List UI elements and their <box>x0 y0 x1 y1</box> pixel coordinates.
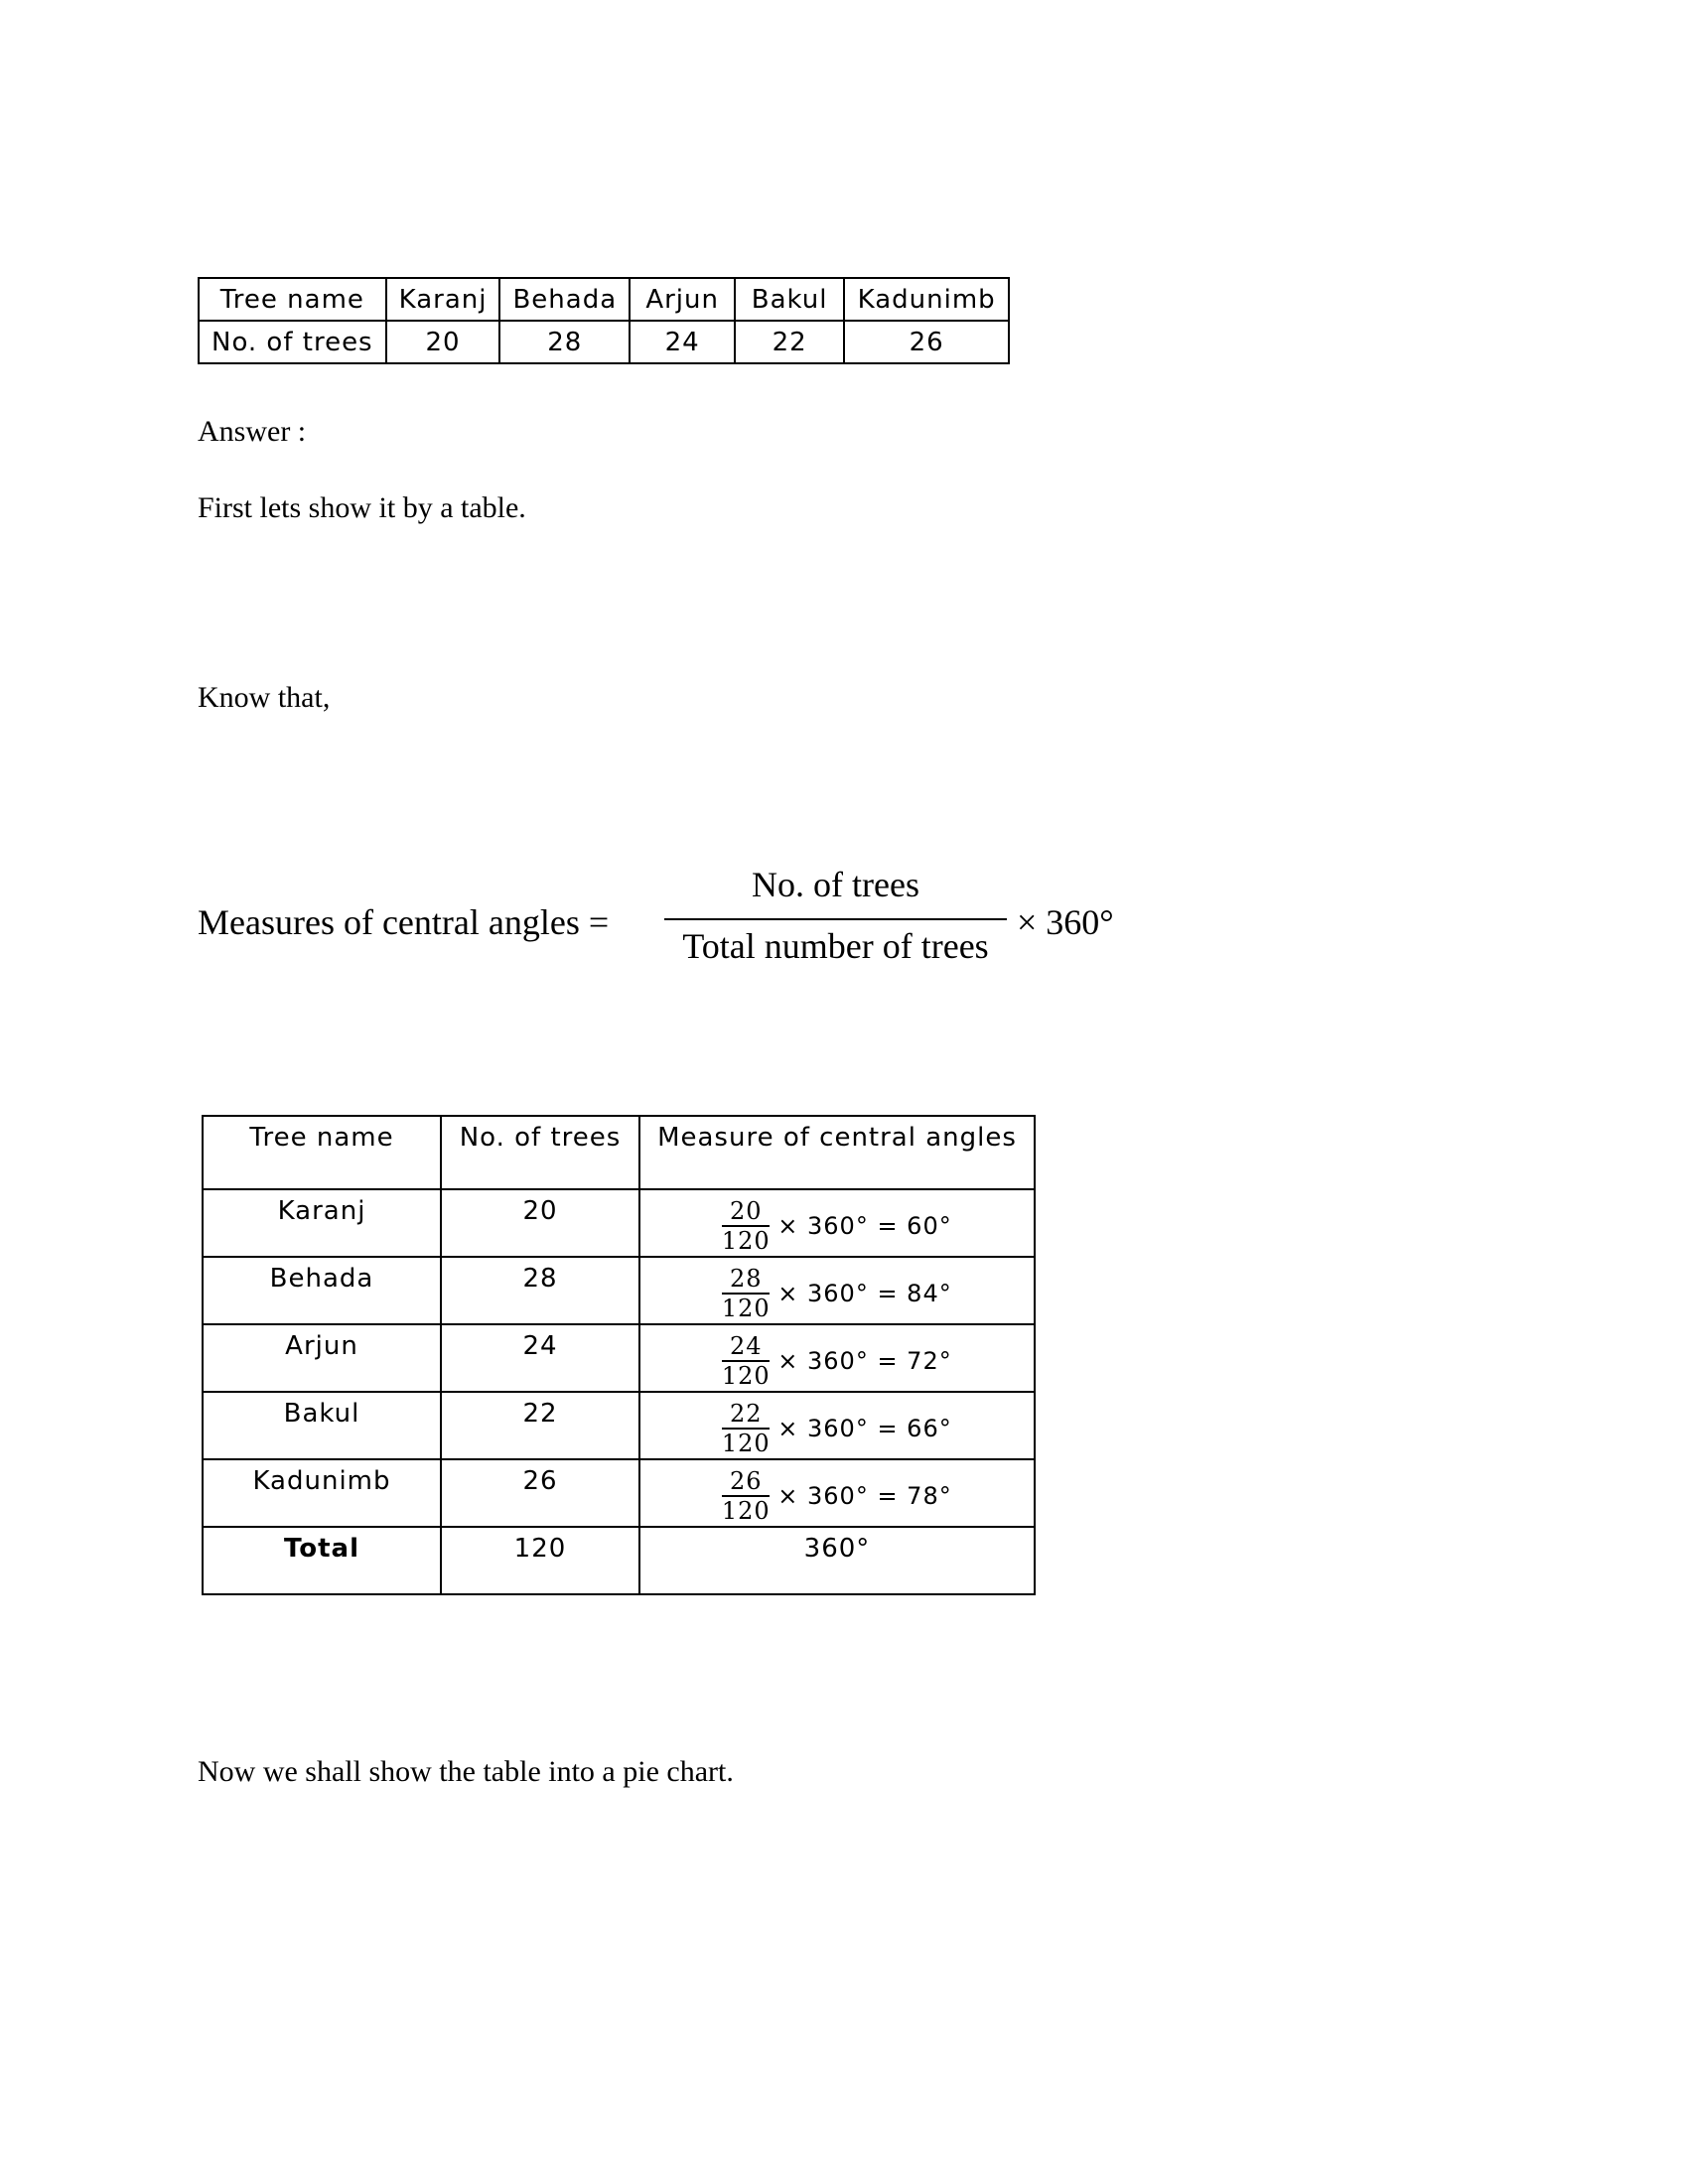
table-row <box>203 1116 1035 1189</box>
angle-calculation <box>722 1265 951 1322</box>
table-row <box>203 1189 1035 1257</box>
table-cell: 360° <box>639 1527 1035 1594</box>
table-cell: 20 <box>441 1189 639 1257</box>
table-row <box>203 1324 1035 1392</box>
fraction-denominator: 120 <box>721 1362 771 1390</box>
fraction-numerator: 20 <box>729 1197 763 1225</box>
table-cell: Kadunimb <box>203 1459 441 1527</box>
angle-result: × 360° = 66° <box>777 1415 952 1442</box>
table-row-total <box>203 1527 1035 1594</box>
angle-fraction <box>722 1265 770 1322</box>
angle-calculation <box>722 1467 951 1525</box>
table-row <box>203 1459 1035 1527</box>
table-cell: 22 <box>441 1392 639 1459</box>
formula-numerator: No. of trees <box>752 865 919 904</box>
table-cell <box>639 1392 1035 1459</box>
table-row <box>203 1392 1035 1459</box>
fraction-denominator: 120 <box>721 1295 771 1322</box>
table-cell: Behada <box>203 1257 441 1324</box>
angle-fraction <box>722 1332 770 1390</box>
table-cell: 28 <box>499 321 630 363</box>
fraction-numerator: 26 <box>729 1467 763 1495</box>
table-cell: Karanj <box>386 278 500 321</box>
table-cell <box>639 1459 1035 1527</box>
table-cell: Karanj <box>203 1189 441 1257</box>
table-cell: Bakul <box>735 278 844 321</box>
table-cell: Kadunimb <box>844 278 1009 321</box>
table-cell: 22 <box>735 321 844 363</box>
angle-result: × 360° = 78° <box>777 1482 952 1510</box>
table-cell: 28 <box>441 1257 639 1324</box>
table-header-cell: No. of trees <box>441 1116 639 1189</box>
table-cell: 26 <box>844 321 1009 363</box>
table-cell <box>639 1324 1035 1392</box>
fraction-denominator: 120 <box>721 1430 771 1457</box>
table-cell: 26 <box>441 1459 639 1527</box>
table-cell <box>639 1189 1035 1257</box>
angle-calculation <box>722 1332 951 1390</box>
table-cell: Arjun <box>630 278 735 321</box>
table-row <box>199 278 1009 321</box>
fraction-numerator: 28 <box>729 1265 763 1293</box>
formula-rhs: × 360° <box>1017 902 1114 942</box>
paragraph-table-intro: First lets show it by a table. <box>198 491 526 524</box>
table-cell: Bakul <box>203 1392 441 1459</box>
formula-denominator: Total number of trees <box>682 926 989 966</box>
table-cell: 24 <box>441 1324 639 1392</box>
angle-fraction <box>722 1467 770 1525</box>
angle-result: × 360° = 60° <box>777 1212 952 1240</box>
central-angle-formula <box>198 864 1151 973</box>
angle-fraction <box>722 1400 770 1457</box>
table-header-cell: Tree name <box>203 1116 441 1189</box>
table-cell: Behada <box>499 278 630 321</box>
table-row <box>203 1257 1035 1324</box>
angle-fraction <box>722 1197 770 1255</box>
angle-result: × 360° = 84° <box>777 1280 952 1307</box>
fraction-denominator: 120 <box>721 1497 771 1525</box>
paragraph-pie-chart: Now we shall show the table into a pie chart. <box>198 1755 734 1788</box>
tree-count-table <box>198 277 1010 364</box>
table-header-cell: No. of trees <box>199 321 386 363</box>
table-row <box>199 321 1009 363</box>
answer-label: Answer : <box>198 415 307 448</box>
fraction-numerator: 24 <box>729 1332 763 1360</box>
fraction-bar <box>664 918 1007 920</box>
formula-lhs: Measures of central angles = <box>198 902 610 942</box>
table-header-cell: Measure of central angles <box>639 1116 1035 1189</box>
fraction-numerator: 22 <box>729 1400 763 1428</box>
table-cell: Total <box>203 1527 441 1594</box>
table-cell <box>639 1257 1035 1324</box>
angle-result: × 360° = 72° <box>777 1347 952 1375</box>
table-header-cell: Tree name <box>199 278 386 321</box>
angle-calculation <box>722 1197 951 1255</box>
table-cell: Arjun <box>203 1324 441 1392</box>
fraction-denominator: 120 <box>721 1227 771 1255</box>
angle-calculation <box>722 1400 951 1457</box>
table-cell: 120 <box>441 1527 639 1594</box>
central-angle-table <box>202 1115 1036 1595</box>
table-cell: 20 <box>386 321 500 363</box>
table-cell: 24 <box>630 321 735 363</box>
paragraph-know-that: Know that, <box>198 681 331 714</box>
